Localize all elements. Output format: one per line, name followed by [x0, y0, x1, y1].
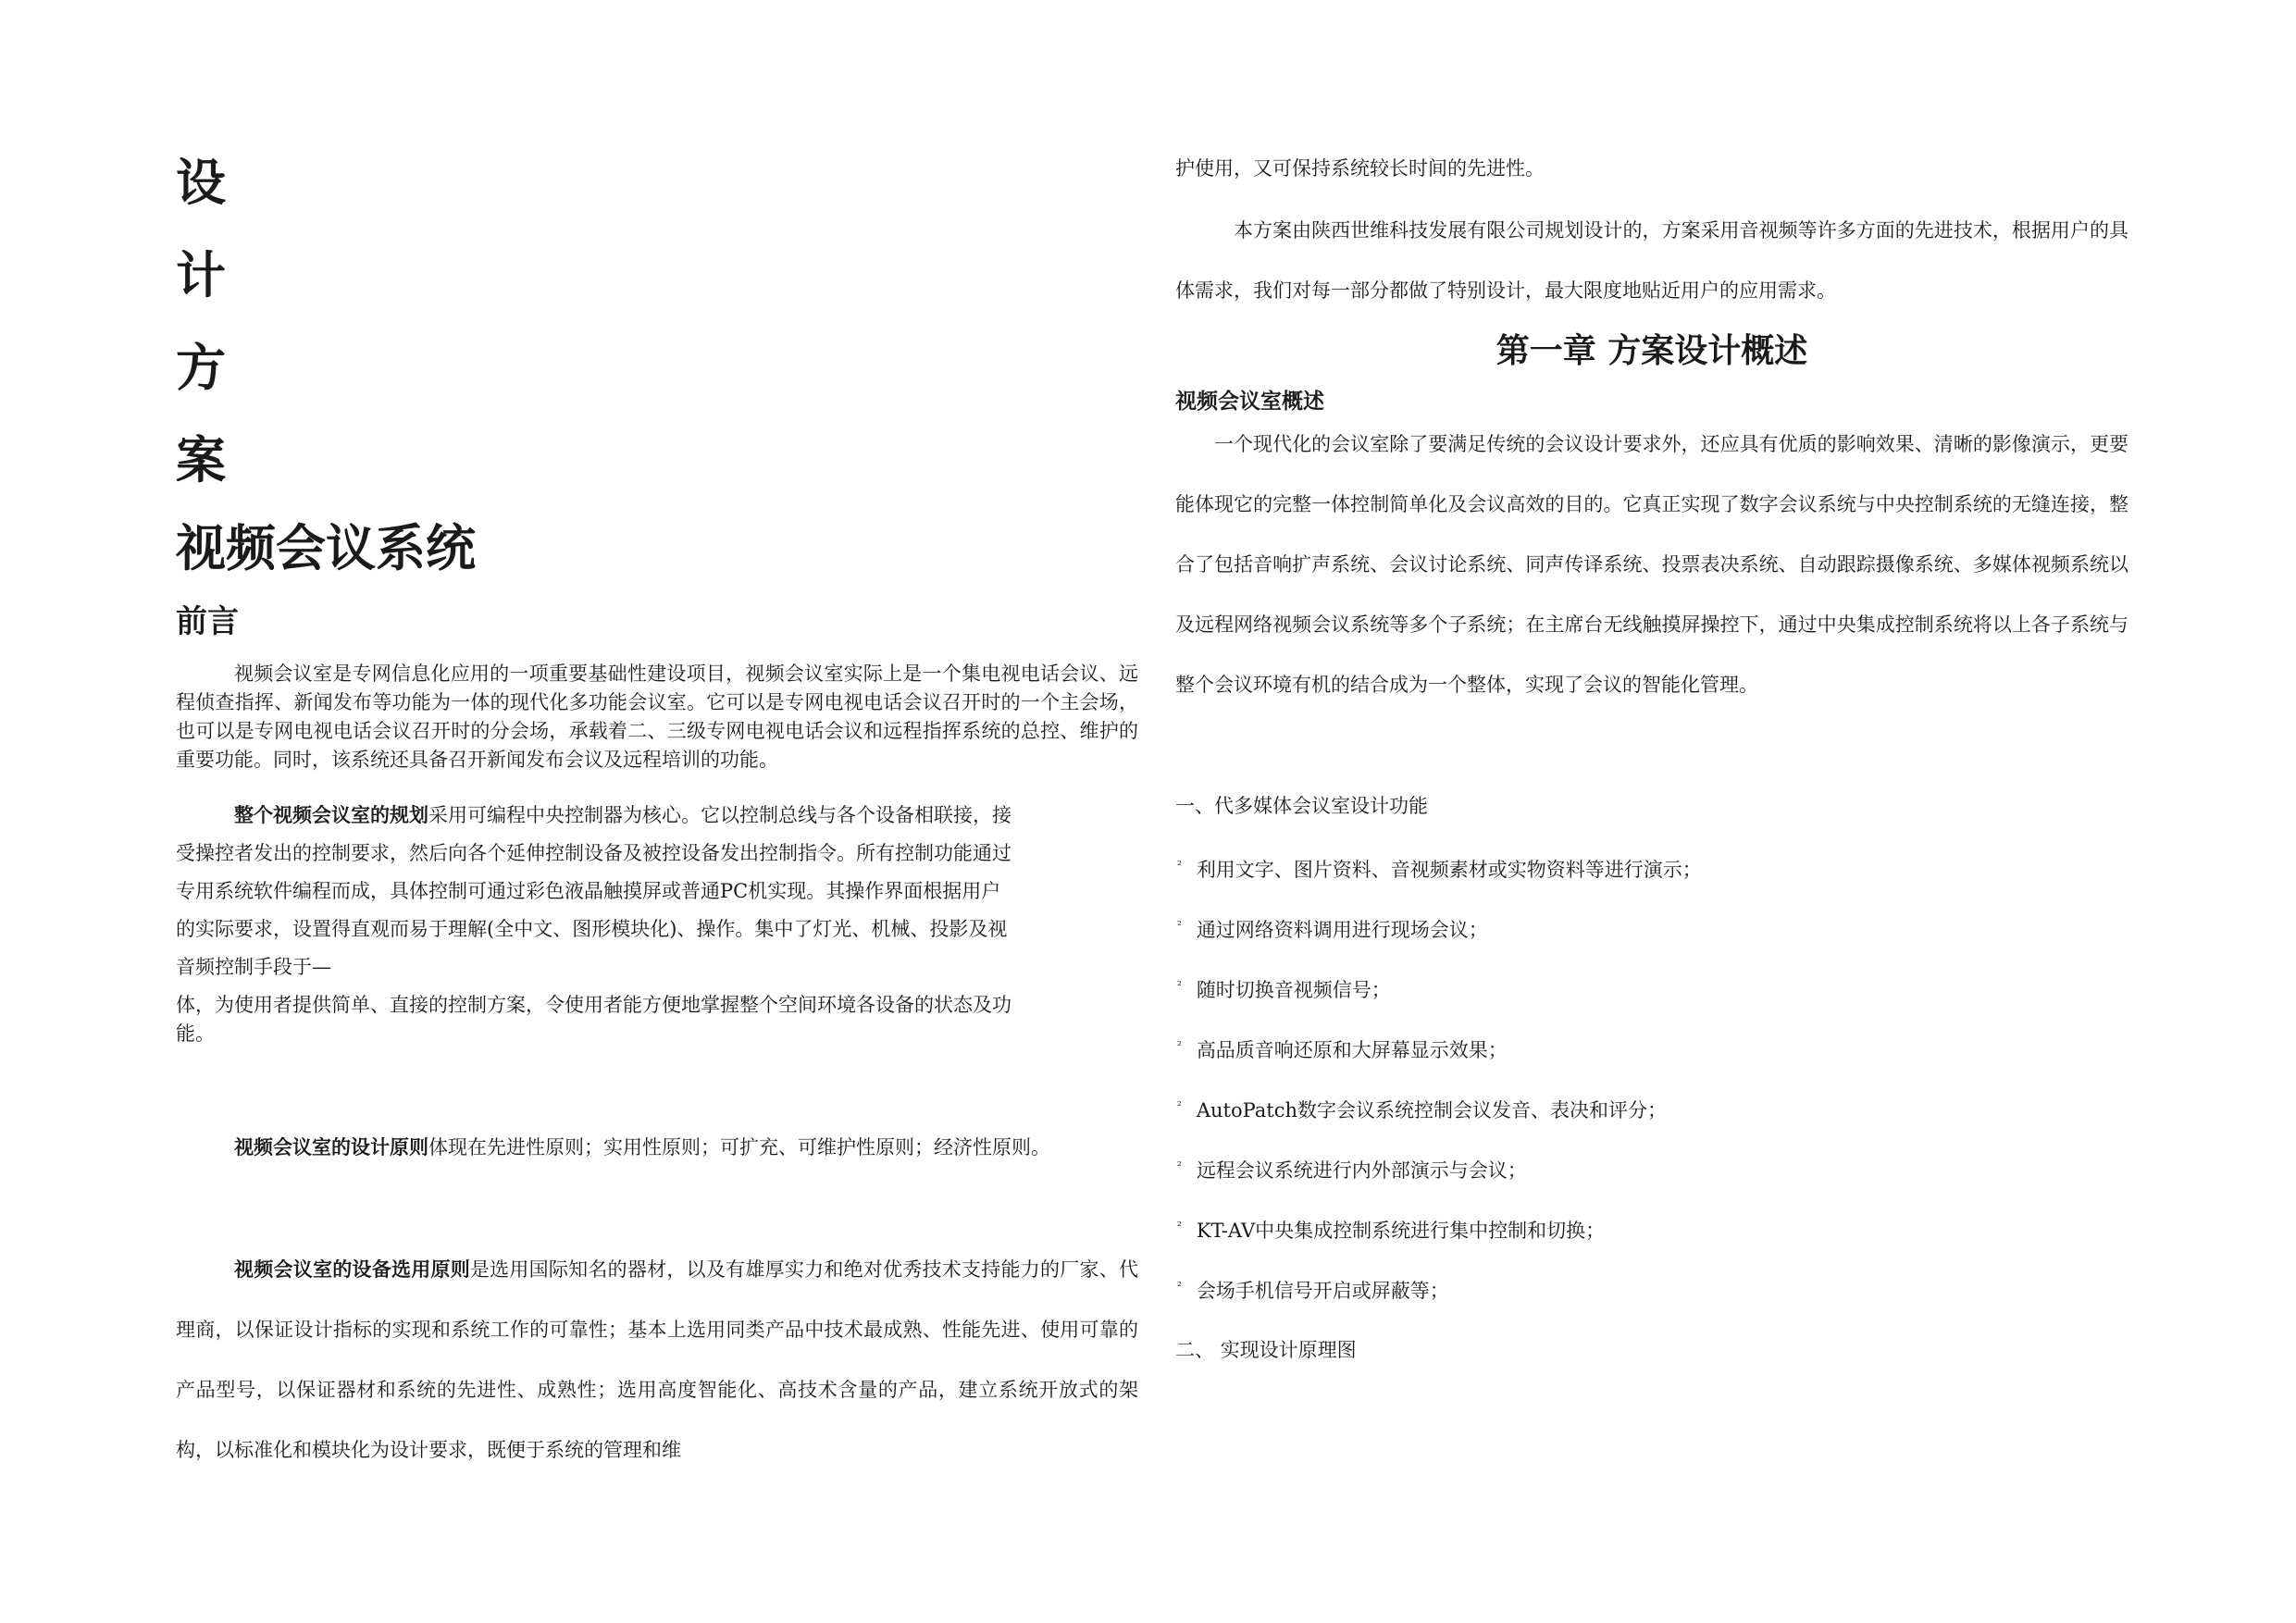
list-item-text: 随时切换音视频信号； — [1196, 979, 1391, 1001]
list-item-text: 远程会议系统进行内外部演示与会议； — [1196, 1159, 1527, 1182]
list-item-text: AutoPatch数字会议系统控制会议发音、表决和评分； — [1196, 1099, 1668, 1121]
section-title: 视频会议室概述 — [1175, 390, 1324, 414]
list-item — [1175, 1212, 1702, 1272]
foreword-title: 前言 — [176, 603, 239, 640]
vertical-title-char-1: 设 — [176, 153, 226, 212]
design-principle-paragraph — [176, 1118, 1138, 1178]
planning-line-7: 能。 — [176, 1022, 215, 1045]
list-item-text: 高品质音响还原和大屏幕显示效果； — [1196, 1039, 1508, 1061]
bullet-icon: ² — [1177, 1220, 1182, 1233]
bullet-icon: ² — [1177, 1039, 1182, 1052]
list-item — [1175, 851, 1702, 911]
list-item-text: 会场手机信号开启或屏蔽等； — [1196, 1280, 1449, 1302]
list-item — [1175, 1272, 1702, 1332]
vertical-title-char-2: 计 — [176, 245, 226, 304]
planning-line-1: 采用可编程中央控制器为核心。它以控制总线与各个设备相联接，接 — [428, 804, 1011, 826]
planning-line-3: 专用系统软件编程而成，具体控制可通过彩色液晶触摸屏或普通PC机实现。其操作界面根据用户 — [176, 880, 1001, 902]
system-title: 视频会议系统 — [176, 518, 476, 577]
bullet-icon: ² — [1177, 1280, 1182, 1293]
continuation-paragraph: 护使用，又可保持系统较长时间的先进性。 — [1175, 157, 1545, 180]
planning-line-2: 受操控者发出的控制要求，然后向各个延伸控制设备及被控设备发出控制指令。所有控制功能通过 — [176, 842, 1011, 864]
bullet-icon: ² — [1177, 919, 1182, 932]
list-item-text: 利用文字、图片资料、音视频素材或实物资料等进行演示； — [1196, 859, 1702, 881]
list-item-text: 通过网络资料调用进行现场会议； — [1196, 919, 1488, 941]
bullet-icon: ² — [1177, 1159, 1182, 1172]
list-item — [1175, 1092, 1702, 1152]
list-item — [1175, 911, 1702, 972]
equipment-principle-paragraph — [176, 1240, 1138, 1481]
vertical-title-char-4: 案 — [176, 430, 226, 489]
planning-lead: 整个视频会议室的规划 — [234, 804, 428, 826]
vertical-title-char-3: 方 — [176, 338, 226, 397]
planning-line-6: 体，为使用者提供简单、直接的控制方案，令使用者能方便地掌握整个空间环境各设备的状态及功 — [176, 994, 1011, 1016]
design-principle-lead: 视频会议室的设计原则 — [234, 1136, 428, 1158]
planning-paragraph — [176, 801, 1138, 1048]
planning-line-5: 音频控制手段于— — [176, 956, 331, 978]
list-item — [1175, 1152, 1702, 1212]
bullet-icon: ² — [1177, 1099, 1182, 1112]
list-item — [1175, 1032, 1702, 1092]
company-paragraph: 本方案由陕西世维科技发展有限公司规划设计的，方案采用音视频等许多方面的先进技术，根据用户的具体需求，我们对每一部分都做了特别设计，最大限度地贴近用户的应用需求。 — [1175, 219, 2128, 302]
design-principle-text: 体现在先进性原则；实用性原则；可扩充、可维护性原则；经济性原则。 — [428, 1136, 1050, 1158]
chapter-title: 第一章 方案设计概述 — [1496, 331, 1808, 370]
intro-paragraph: 视频会议室是专网信息化应用的一项重要基础性建设项目，视频会议室实际上是一个集电视电话会议、远程侦查指挥、新闻发布等功能为一体的现代化多功能会议室。它可以是专网电视电话会议召开时的一个主会场，也可以是专网电视电话会议召开时的分会场，承载着二、三级专网电视电话会议和远程指挥系统的总控、维护的重要功能。同时，该系统还具备召开新闻发布会议及远程培训的功能。 — [176, 663, 1138, 771]
function-list — [1175, 851, 1702, 1332]
planning-line-4: 的实际要求，设置得直观而易于理解(全中文、图形模块化)、操作。集中了灯光、机械、投影及视 — [176, 918, 1008, 940]
bullet-icon: ² — [1177, 859, 1182, 872]
list-item — [1175, 972, 1702, 1032]
equipment-principle-lead: 视频会议室的设备选用原则 — [234, 1258, 470, 1281]
list-item-text: KT-AV中央集成控制系统进行集中控制和切换； — [1196, 1220, 1606, 1242]
bullet-icon: ² — [1177, 979, 1182, 992]
equipment-principle-text: 是选用国际知名的器材，以及有雄厚实力和绝对优秀技术支持能力的厂家、代理商，以保证设计指标的实现和系统工作的可靠性；基本上选用同类产品中技术最成熟、性能先进、使用可靠的产品型号，以保证器材和系统的先进性、成熟性；选用高度智能化、高技术含量的产品，建立系统开放式的架构，以标准化和模块化为设计要求，既便于系统的管理和维 — [176, 1258, 1139, 1461]
overview-paragraph: 一个现代化的会议室除了要满足传统的会议设计要求外，还应具有优质的影响效果、清晰的影像演示，更要能体现它的完整一体控制简单化及会议高效的目的。它真正实现了数字会议系统与中央控制系统的无缝连接，整合了包括音响扩声系统、会议讨论系统、同声传译系统、投票表决系统、自动跟踪摄像系统、多媒体视频系统以及远程网络视频会议系统等多个子系统；在主席台无线触摸屏操控下，通过中央集成控制系统将以上各子系统与整个会议环境有机的结合成为一个整体，实现了会议的智能化管理。 — [1175, 433, 2128, 696]
function-heading: 一、代多媒体会议室设计功能 — [1175, 795, 1428, 817]
principle-heading: 二、 实现设计原理图 — [1175, 1339, 1357, 1361]
